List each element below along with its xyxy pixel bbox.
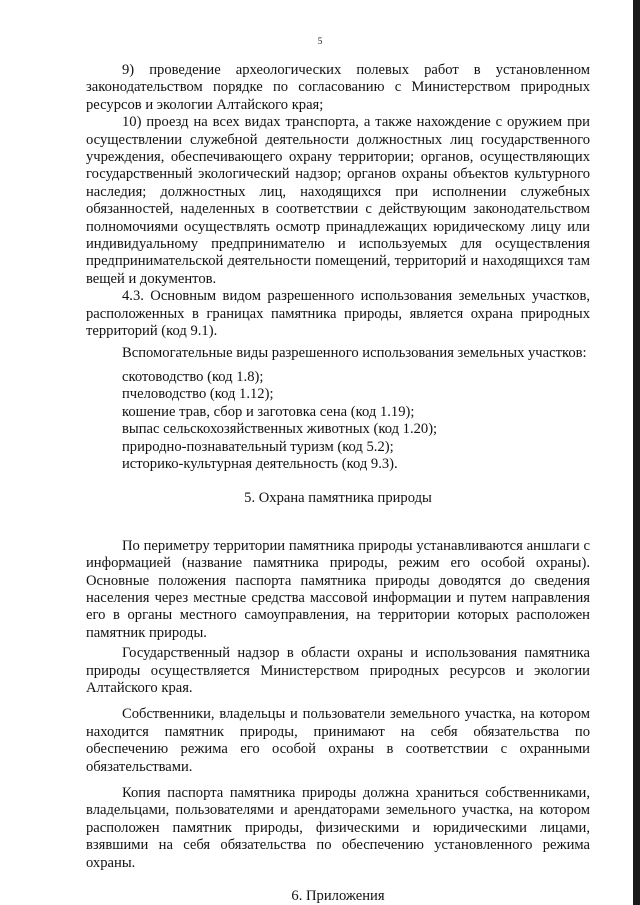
list-item: скотоводство (код 1.8); xyxy=(122,368,264,385)
list-item: выпас сельскохозяйственных животных (код 1.20); xyxy=(122,421,438,438)
paragraph-passport-copy: Копия паспорта памятника природы должна храниться собственниками, владельцами, пользователями и арендаторами земельного участка, на котором расположен памятник природы, физическими и юридическими лицами, взявшими на себя обязательства по обеспечению установленного режима охраны. xyxy=(86,785,590,871)
paragraph-4-3: 4.3. Основным видом разрешенного использования земельных участков, расположенных в границах памятника природы, является охрана природных территорий (код 9.1). xyxy=(86,288,590,340)
paragraph-owners-obligations: Собственники, владельцы и пользователи земельного участка, на котором находится памятник природы, принимают на себя обязательства по обеспечению режима его особой охраны в соответствии с охранными обязательствами. xyxy=(86,706,590,775)
paragraph-item-10: 10) проезд на всех видах транспорта, а также нахождение с оружием при осуществлении служебной деятельности должностных лиц государственного учреждения, обеспечивающего охрану территории; органов, осуществляющих государственный экологический надзор; органов охраны объектов культурного наследия; должностных лиц, находящихся при исполнении служебных обязанностей, наделенных в соответствии с действующим законодательством полномочиями осуществлять осмотр принадлежащих юридическому лицу или индивидуальному предпринимателю и используемых для осуществления предпринимательской деятельности помещений, территорий и находящихся там вещей и документов. xyxy=(86,114,590,287)
list-item: историко-культурная деятельность (код 9.3). xyxy=(122,455,398,472)
paragraph-item-9: 9) проведение археологических полевых работ в установленном законодательством порядке по согласованию с Министерством природных ресурсов и экологии Алтайского края; xyxy=(86,62,590,113)
scan-edge xyxy=(633,0,640,905)
paragraph-auxiliary-uses: Вспомогательные виды разрешенного использования земельных участков: xyxy=(122,344,587,361)
page-number: 5 xyxy=(317,36,323,46)
list-item: пчеловодство (код 1.12); xyxy=(122,386,274,403)
section-5-heading: 5. Охрана памятника природы xyxy=(244,490,432,507)
section-6-heading: 6. Приложения xyxy=(291,888,385,905)
document-body xyxy=(86,62,590,905)
list-item: кошение трав, сбор и заготовка сена (код 1.19); xyxy=(122,403,415,420)
paragraph-state-supervision: Государственный надзор в области охраны и использования памятника природы осуществляется Министерством природных ресурсов и экологии Алтайского края. xyxy=(86,645,590,696)
paragraph-signage: По периметру территории памятника природы устанавливаются аншлаги с информацией (название памятника природы, режим его особой охраны). Основные положения паспорта памятника природы доводятся до сведения населения через местные средства массовой информации и путем направления его в органы местного самоуправления, на территории которых расположен памятник природы. xyxy=(86,537,590,641)
auxiliary-use-list xyxy=(86,369,590,473)
list-item: природно-познавательный туризм (код 5.2); xyxy=(122,438,394,455)
